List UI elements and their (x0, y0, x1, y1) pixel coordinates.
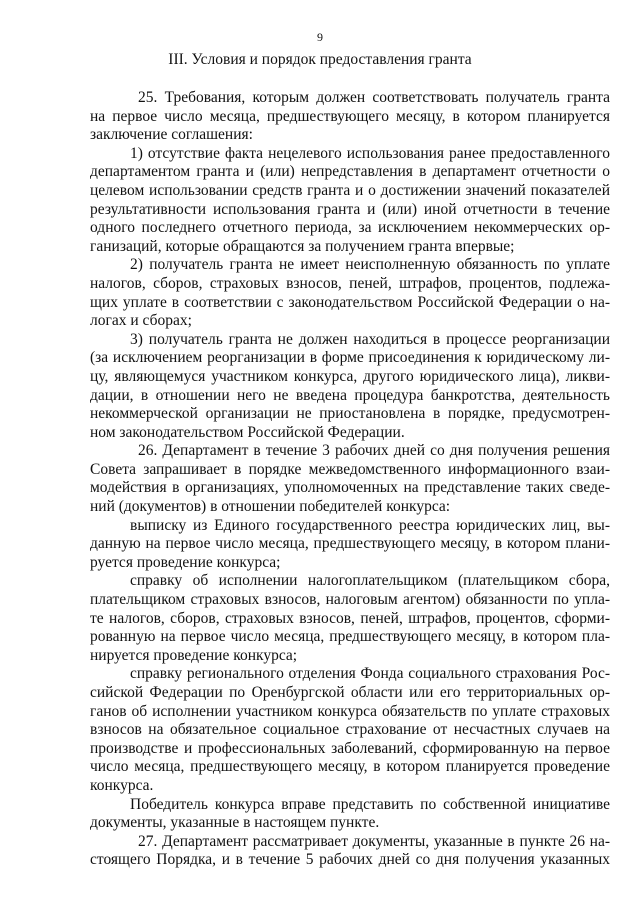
text-line: документы, указанные в настоящем пункте. (90, 814, 380, 832)
text-line: 26. Департамент в течение 3 рабочих дней со дня получения решения (138, 442, 610, 460)
text-line: департаментом гранта и (или) непредставления в департамент отчетности о (90, 163, 610, 181)
text-line: справку об исполнении налогоплательщиком (плательщиком сбора, (130, 572, 610, 590)
text-line: конкурса. (90, 776, 154, 794)
text-line: данную на первое число месяца, предшествующего месяцу, в котором плани- (90, 535, 610, 553)
text-line: (за исключением реорганизации в форме присоединения к юридическому ли- (90, 349, 610, 367)
text-line: налогов, сборов, страховых взносов, пеней, штрафов, процентов, подлежа- (90, 274, 610, 292)
text-line: производстве и профессиональных заболеваний, сформированную на первое (90, 739, 610, 757)
text-line: взносов на обязательное социальное страхование от несчастных случаев на (90, 721, 610, 739)
text-line: щих уплате в соответствии с законодательством Российской Федерации о на- (90, 293, 610, 311)
text-line: 25. Требования, которым должен соответствовать получатель гранта (138, 89, 610, 106)
text-line: справку регионального отделения Фонда социального страхования Рос- (130, 665, 610, 683)
text-line: 1) отсутствие факта нецелевого использования ранее предоставленного (130, 144, 610, 162)
section-title: III. Условия и порядок предоставления гранта (168, 51, 472, 68)
text-line: плательщиком страховых взносов, налоговым агентом) обязанности по упла- (90, 591, 610, 609)
text-line: число месяца, предшествующего месяцу, в котором планируется проведение (90, 758, 610, 776)
text-line: ганизаций, которые обращаются за получением гранта впервые; (90, 237, 515, 255)
text-line: на первое число месяца, предшествующего месяцу, в котором планируется (90, 107, 610, 125)
text-line: заключение соглашения: (90, 126, 253, 144)
text-line: одного последнего отчетного периода, за исключением некоммерческих ор- (90, 219, 610, 237)
text-line: ном законодательством Российской Федерации. (90, 423, 405, 441)
text-line: сийской Федерации по Оренбургской области или его территориальных ор- (90, 684, 610, 701)
text-line: цу, являющемуся участником конкурса, другого юридического лица), ликви- (90, 367, 610, 385)
text-line: 27. Департамент рассматривает документы, указанные в пункте 26 на- (138, 832, 610, 850)
text-line: целевом использовании средств гранта и о достижении значений показателей (90, 181, 610, 199)
text-line: рованную на первое число месяца, предшествующего месяцу, в котором пла- (90, 628, 610, 646)
text-line: нируется проведение конкурса; (90, 646, 298, 664)
text-line: результативности использования гранта и (или) иной отчетности в течение (90, 200, 610, 218)
text-line: Победитель конкурса вправе представить по собственной инициативе (130, 795, 610, 813)
text-line: 3) получатель гранта не должен находиться в процессе реорганизации (130, 330, 610, 348)
text-line: дации, в отношении него не введена процедура банкротства, деятельность (90, 386, 610, 404)
text-line: Совета запрашивает в порядке межведомственного информационного взаи- (90, 460, 610, 478)
text-line: логах и сборах; (90, 312, 192, 330)
text-line: модействия в организациях, уполномоченных на представление таких сведе- (90, 479, 610, 497)
text-line: выписку из Единого государственного реестра юридических лиц, вы- (130, 516, 610, 534)
text-line: ганов об исполнении участником конкурса обязательств по уплате страховых (90, 702, 610, 720)
text-line: стоящего Порядка, и в течение 5 рабочих дней со дня получения указанных (90, 851, 610, 869)
text-line: 2) получатель гранта не имеет неисполненную обязанность по уплате (130, 256, 610, 274)
text-line: руется проведение конкурса; (90, 553, 281, 571)
text-line: те налогов, сборов, страховых взносов, пеней, штрафов, процентов, сформи- (90, 609, 610, 627)
page-number: 9 (317, 30, 323, 44)
text-line: некоммерческой организации не приостановлена в порядке, предусмотрен- (90, 405, 610, 423)
text-line: ний (документов) в отношении победителей конкурса: (90, 498, 451, 516)
document-body (90, 89, 610, 870)
